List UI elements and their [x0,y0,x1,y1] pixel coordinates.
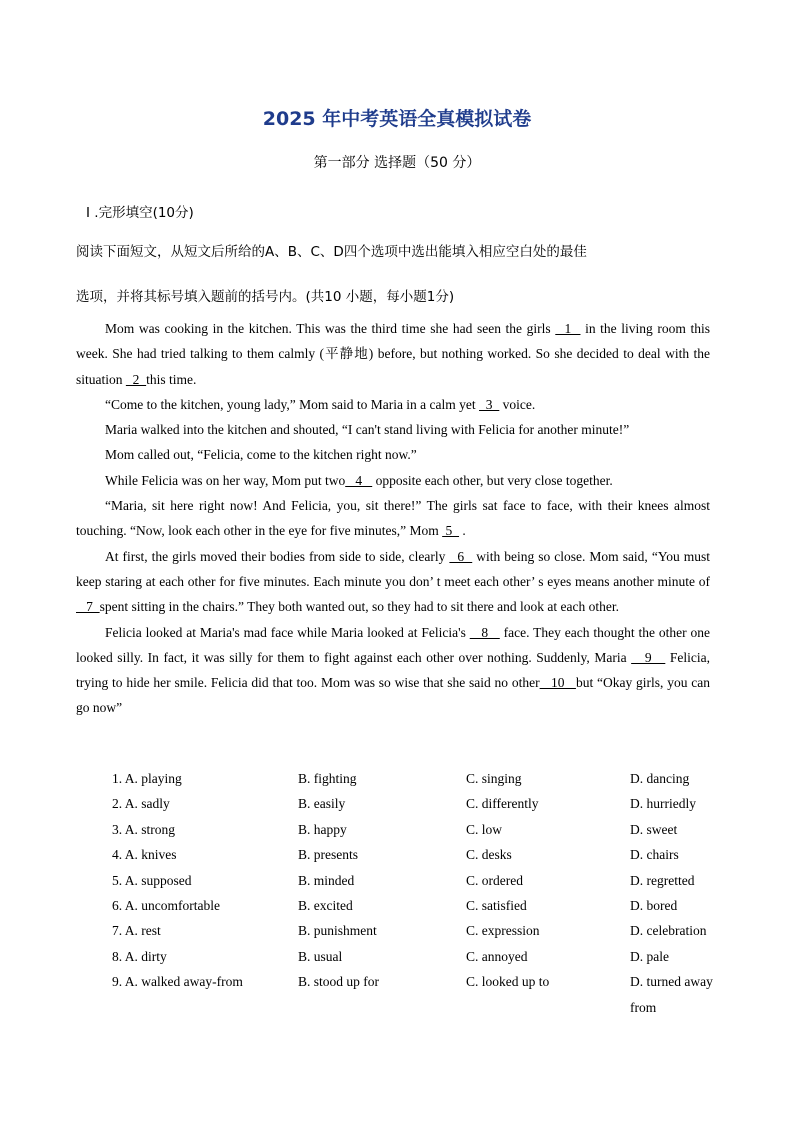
option-c: C. satisfied [466,898,527,914]
option-c: C. singing [466,771,522,786]
option-a: 8. A. dirty [112,948,167,964]
passage-text: Felicia looked at Maria's mad face while Maria looked at Felicia's [105,624,470,640]
paragraph [76,493,710,544]
passage-text: “Maria, sit here right now! And Felicia, you, sit there!” The girls sat face to face, with their knees almost touching. “Now, look each other in the eye for five minutes,” Mom [76,498,710,539]
passage-text: Mom called out, “Felicia, come to the kitchen right now.” [105,447,417,463]
option-d: D. chairs [630,847,679,863]
instructions-line-1: 阅读下面短文，从短文后所给的A、B、C、D四个选项中选出能填入相应空白处的最佳 [76,244,587,260]
option-row [112,893,724,918]
passage-text: . [459,523,466,539]
blank-6: 6 [449,548,473,564]
option-b: B. stood up for [298,974,379,990]
passage-text: Maria walked into the kitchen and shouted, “I can't stand living with Felicia for another minute!” [105,422,630,438]
blank-8: 8 [469,624,500,640]
option-c: C. expression [466,923,540,939]
paragraph [76,620,710,721]
option-row [112,944,724,969]
option-d: D. turned away from [630,974,713,1015]
option-a: 7. A. rest [112,923,161,939]
paragraph [76,316,710,392]
option-b: B. presents [298,847,358,863]
blank-2: 2 [125,371,147,387]
paragraph [76,392,710,417]
option-row [112,918,724,943]
blank-7: 7 [76,599,100,615]
blank-4: 4 [345,472,373,488]
option-c: C. differently [466,796,539,812]
option-row [112,791,724,816]
option-c: C. looked up to [466,974,550,990]
option-a: 3. A. strong [112,821,176,837]
option-a: 1. A. playing [112,771,182,786]
option-a: 9. A. walked away-from [112,974,243,990]
passage-text: face. They each thought the other one looked silly. In fact, it was silly for them to fight against each other over nothing. Suddenly, Maria [76,624,711,665]
option-a: 2. A. sadly [112,796,170,812]
passage-text: opposite each other, but very close together. [372,472,613,488]
option-row [112,969,724,1020]
option-c: C. low [466,821,503,837]
option-row [112,766,724,791]
passage-text: in the living room this week. She had tried talking to them calmly (平静地) before, but nothing worked. So she decided to deal with the situation [76,321,711,387]
option-d: D. celebration [630,923,707,939]
answer-options [112,766,724,1020]
cloze-passage [76,316,710,721]
paragraph [76,544,710,620]
option-c: C. desks [466,847,512,863]
option-d: D. hurriedly [630,796,696,812]
blank-1: 1 [555,321,581,336]
passage-text: Felicia, trying to hide her smile. Felicia did that too. Mom was so wise that she said no other [76,649,710,691]
passage-text: Mom was cooking in the kitchen. This was the third time she had seen the girls [105,321,556,336]
passage-text: “Come to the kitchen, young lady,” Mom said to Maria in a calm yet [105,396,480,412]
option-b: B. easily [298,796,346,812]
exam-title: 2025 年中考英语全真模拟试卷 [262,108,532,130]
option-d: D. pale [630,948,669,964]
option-b: B. minded [298,872,355,888]
blank-3: 3 [479,396,500,412]
paragraph [76,442,710,467]
passage-text: but “Okay girls, you can go now” [76,675,710,716]
option-d: D. bored [630,898,678,914]
option-row [112,817,724,842]
option-c: C. annoyed [466,948,528,964]
blank-10: 10 [539,675,576,691]
option-b: B. punishment [298,923,377,939]
option-b: B. fighting [298,771,357,786]
section-heading: I .完形填空(10分) [86,205,194,221]
part-heading: 第一部分 选择题（50 分） [313,155,481,171]
passage-text: spent sitting in the chairs.” They both wanted out, so they had to sit there and look at each other. [99,599,620,615]
option-row [112,868,724,893]
option-b: B. happy [298,821,347,837]
paragraph [76,417,710,442]
blank-9: 9 [631,649,666,665]
passage-text: At first, the girls moved their bodies from side to side, clearly [105,548,450,564]
passage-text: voice. [499,396,536,412]
passage-text: While Felicia was on her way, Mom put two [105,472,346,488]
option-c: C. ordered [466,872,523,888]
option-a: 6. A. uncomfortable [112,898,220,914]
option-b: B. usual [298,948,343,964]
option-a: 4. A. knives [112,847,177,863]
paragraph [76,468,710,493]
option-d: D. regretted [630,872,695,888]
option-d: D. dancing [630,771,690,786]
blank-5: 5 [442,523,460,539]
option-d: D. sweet [630,821,678,837]
passage-text: with being so close. Mom said, “You must keep staring at each other for five minutes. Each minute you don’ t meet each other’ s eyes means another minute of [76,548,710,589]
passage-text: this time. [146,371,197,387]
option-row [112,842,724,867]
option-a: 5. A. supposed [112,872,192,888]
instructions-line-2: 选项，并将其标号填入题前的括号内。(共10 小题，每小题1分) [76,289,455,305]
option-b: B. excited [298,898,353,914]
